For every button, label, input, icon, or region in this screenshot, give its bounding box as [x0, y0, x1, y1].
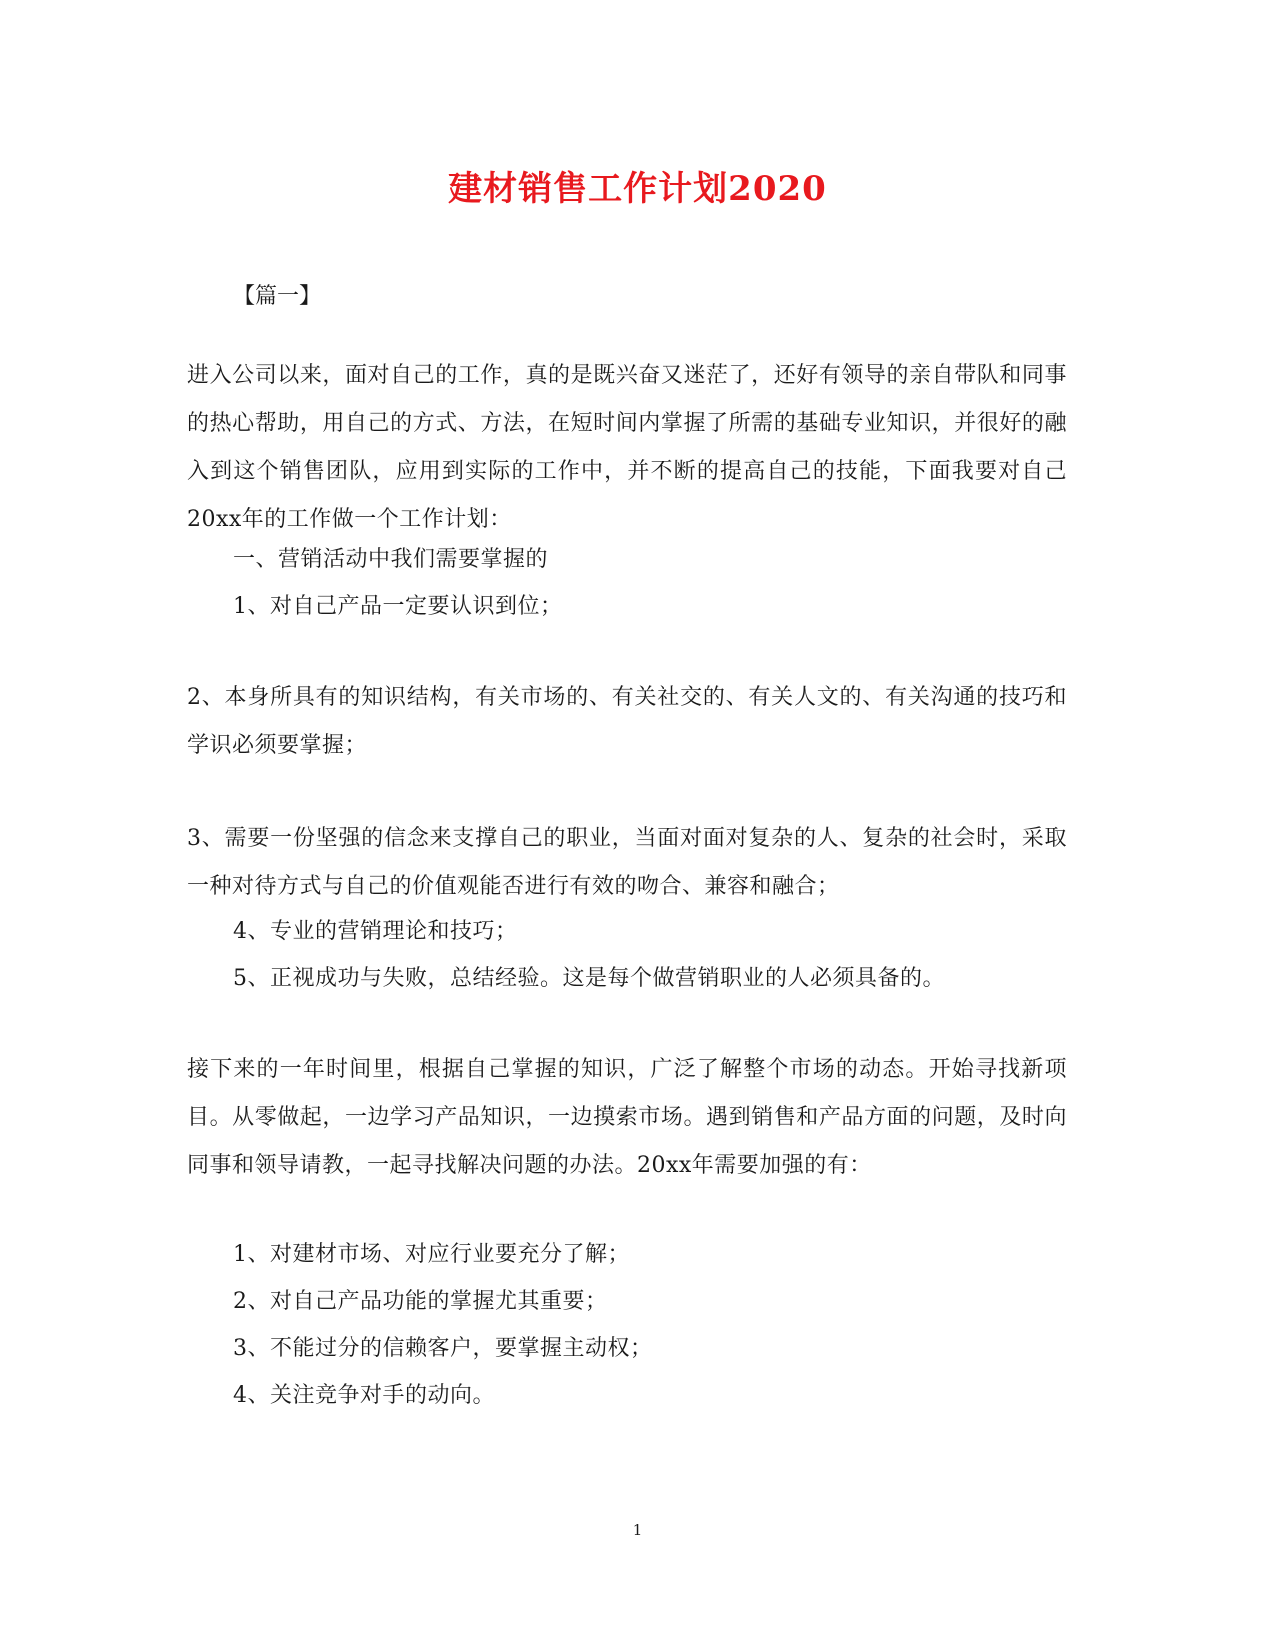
- part1-item-2: 2、本身所具有的知识结构，有关市场的、有关社交的、有关人文的、有关沟通的技巧和学识必须要掌握；: [187, 685, 1067, 758]
- part1-item-3: 3、需要一份坚强的信念来支撑自己的职业，当面对面对复杂的人、复杂的社会时，采取一种对待方式与自己的价值观能否进行有效的吻合、兼容和融合；: [187, 826, 1067, 899]
- part2-item-2: 2、对自己产品功能的掌握尤其重要；: [233, 1289, 608, 1314]
- section-heading: 【篇一】: [233, 284, 322, 309]
- part1-heading: 一、营销活动中我们需要掌握的: [233, 547, 549, 572]
- intro-paragraph: 进入公司以来，面对自己的工作，真的是既兴奋又迷茫了，还好有领导的亲自带队和同事的热心帮助，用自己的方式、方法，在短时间内掌握了所需的基础专业知识，并很好的融入到这个销售团队，应用到实际的工作中，并不断的提高自己的技能，下面我要对自己20xx年的工作做一个工作计划：: [187, 363, 1067, 532]
- next-year-paragraph: 接下来的一年时间里，根据自己掌握的知识，广泛了解整个市场的动态。开始寻找新项目。从零做起，一边学习产品知识，一边摸索市场。遇到销售和产品方面的问题，及时向同事和领导请教，一起寻找解决问题的办法。20xx年需要加强的有：: [187, 1057, 1067, 1178]
- page-number: 1: [632, 1521, 643, 1539]
- part2-item-4: 4、关注竞争对手的动向。: [233, 1383, 495, 1408]
- part1-item-4: 4、专业的营销理论和技巧；: [233, 919, 518, 944]
- part1-item-1: 1、对自己产品一定要认识到位；: [233, 594, 563, 619]
- part2-item-1: 1、对建材市场、对应行业要充分了解；: [233, 1242, 630, 1267]
- part1-item-5: 5、正视成功与失败，总结经验。这是每个做营销职业的人必须具备的。: [233, 966, 945, 991]
- document-title: 建材销售工作计划2020: [448, 169, 827, 209]
- part2-item-3: 3、不能过分的信赖客户，要掌握主动权；: [233, 1336, 653, 1361]
